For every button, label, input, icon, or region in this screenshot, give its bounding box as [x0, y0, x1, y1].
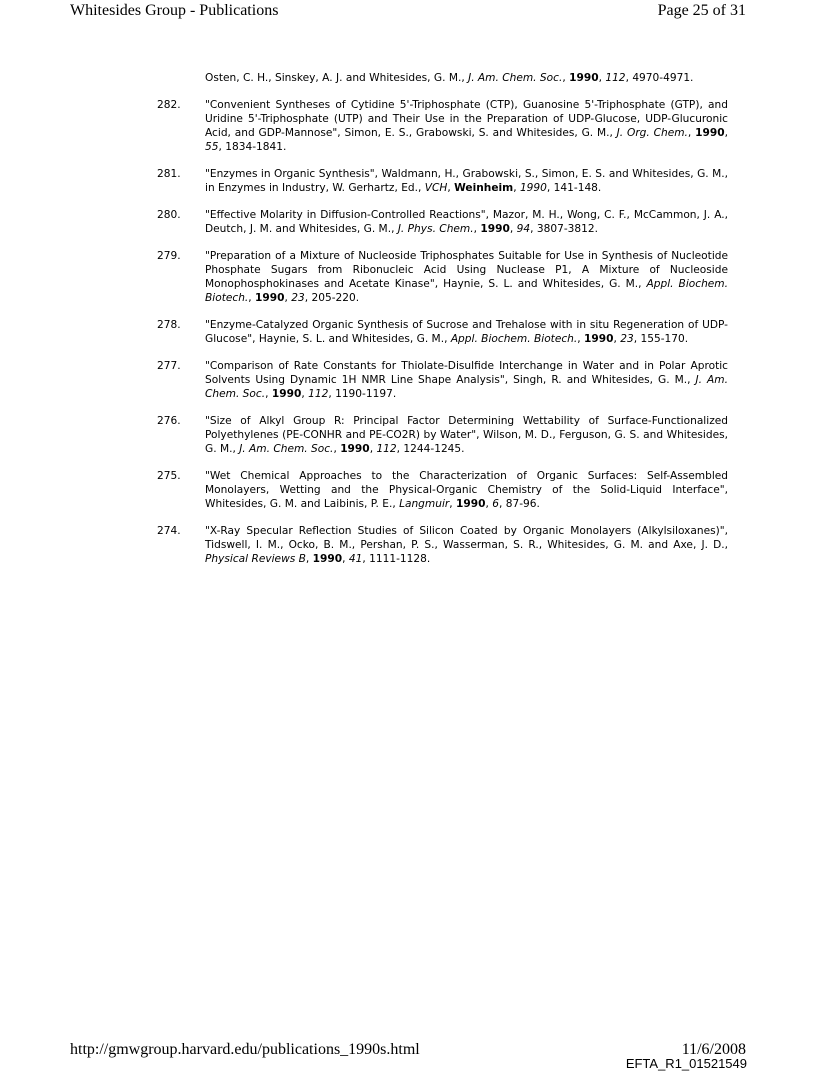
- ref-year: 1990: [569, 72, 599, 84]
- ref-text: "Comparison of Rate Constants for Thiolate-Disulfide Interchange in Water and in Polar Aprotic Solvents Using Dynamic 1H NMR Line Shape Analysis", Singh, R. and Whitesides, G. M.,: [205, 360, 728, 386]
- ref-pages: 3807-3812.: [536, 223, 598, 235]
- ref-volume: 94: [516, 223, 531, 235]
- reference-item: [0, 98, 816, 154]
- ref-text: "Effective Molarity in Diffusion-Controlled Reactions", Mazor, M. H., Wong, C. F., McCammon, J. A., Deutch, J. M. and Whitesides, G. M.,: [205, 209, 728, 235]
- ref-number: 278.: [157, 319, 181, 331]
- reference-item: [0, 318, 816, 346]
- ref-year: 1990: [695, 127, 725, 139]
- ref-number: 277.: [157, 360, 181, 372]
- ref-pages: 141-148.: [553, 182, 602, 194]
- reference-item: [0, 524, 816, 566]
- page-header-title: Whitesides Group - Publications: [70, 2, 279, 19]
- reference-list: [0, 98, 816, 579]
- ref-journal: J. Phys. Chem.: [397, 223, 474, 235]
- ref-text: "Convenient Syntheses of Cytidine 5'-Triphosphate (CTP), Guanosine 5'-Triphosphate (GTP), and Uridine 5'-Triphosphate (UTP) and Their Use in the Preparation of UDP-Glucose, UDP-Glucuronic Acid, and GDP-Mannose", Simon, E. S., Grabowski, S. and Whitesides, G. M.,: [205, 99, 728, 139]
- ref-year: 1990: [312, 553, 343, 565]
- ref-year: 1990: [480, 223, 510, 235]
- ref-volume: 23: [291, 292, 305, 304]
- ref-journal: Appl. Biochem. Biotech.: [205, 278, 728, 304]
- ref-pages: 205-220.: [311, 292, 360, 304]
- ref-volume: 41: [348, 553, 363, 565]
- ref-journal: Physical Reviews B: [205, 553, 306, 565]
- ref-pages: 87-96.: [505, 498, 540, 510]
- reference-item: [0, 167, 816, 195]
- ref-publisher: VCH: [424, 182, 448, 194]
- ref-volume: 6: [492, 498, 499, 510]
- ref-text: "X-Ray Specular Reflection Studies of Silicon Coated by Organic Monolayers (Alkylsiloxanes)", Tidswell, I. M., Ocko, B. M., Pershan, P. S., Wasserman, S. R., Whitesides, G. M. and Axe, J. D.,: [205, 525, 728, 551]
- ref-body: "Preparation of a Mixture of Nucleoside Triphosphates Suitable for Use in Synthesis of Nucleotide Phosphate Sugars from Ribonucleic Acid Using Nuclease P1, A Mixture of Nucleoside Monophosphokinases and Acetate Kinase", Haynie, S. L. and Whitesides, G. M., Appl. Biochem. Biotech., 1990, 23, 205-220.: [205, 250, 728, 304]
- ref-year: 1990: [584, 333, 614, 345]
- ref-volume: 55: [205, 141, 219, 153]
- document-id: EFTA_R1_01521549: [625, 1056, 747, 1071]
- ref-text: Osten, C. H., Sinskey, A. J. and Whitesides, G. M.,: [205, 72, 469, 84]
- ref-volume: 23: [620, 333, 634, 345]
- ref-year: 1990: [519, 182, 547, 194]
- ref-text: "Preparation of a Mixture of Nucleoside Triphosphates Suitable for Use in Synthesis of Nucleotide Phosphate Sugars from Ribonucleic Acid Using Nuclease P1, A Mixture of Nucleoside Monophosphokinases and Acetate Kinase", Haynie, S. L. and Whitesides, G. M.,: [205, 250, 728, 290]
- ref-number: 276.: [157, 415, 181, 427]
- continued-reference: Osten, C. H., Sinskey, A. J. and Whitesides, G. M., J. Am. Chem. Soc., 1990, 112, 4970-4971.: [205, 72, 694, 84]
- ref-body: "X-Ray Specular Reflection Studies of Silicon Coated by Organic Monolayers (Alkylsiloxanes)", Tidswell, I. M., Ocko, B. M., Pershan, P. S., Wasserman, S. R., Whitesides, G. M. and Axe, J. D., Physical Reviews B, 1990, 41, 1111-1128.: [205, 525, 728, 565]
- ref-pages: 1111-1128.: [369, 553, 431, 565]
- ref-body: "Effective Molarity in Diffusion-Controlled Reactions", Mazor, M. H., Wong, C. F., McCammon, J. A., Deutch, J. M. and Whitesides, G. M., J. Phys. Chem., 1990, 94, 3807-3812.: [205, 209, 728, 235]
- ref-body: "Enzyme-Catalyzed Organic Synthesis of Sucrose and Trehalose with in situ Regeneration of UDP-Glucose", Haynie, S. L. and Whitesides, G. M., Appl. Biochem. Biotech., 1990, 23, 155-170.: [205, 319, 728, 345]
- ref-pages: 4970-4971.: [632, 72, 694, 84]
- footer-url: http://gmwgroup.harvard.edu/publications_1990s.html: [70, 1041, 420, 1058]
- footer-date: 11/6/2008: [681, 1041, 746, 1058]
- ref-volume: 112: [605, 72, 626, 84]
- ref-body: "Convenient Syntheses of Cytidine 5'-Triphosphate (CTP), Guanosine 5'-Triphosphate (GTP), and Uridine 5'-Triphosphate (UTP) and Their Use in the Preparation of UDP-Glucose, UDP-Glucuronic Acid, and GDP-Mannose", Simon, E. S., Grabowski, S. and Whitesides, G. M., J. Org. Chem., 1990, 55, 1834-1841.: [205, 99, 728, 153]
- reference-item: [0, 249, 816, 305]
- ref-number: 280.: [157, 209, 181, 221]
- ref-text: "Enzymes in Organic Synthesis", Waldmann, H., Grabowski, S., Simon, E. S. and Whitesides, G. M., in Enzymes in Industry, W. Gerhartz, Ed.,: [205, 168, 728, 194]
- reference-item: [0, 359, 816, 401]
- reference-item: [0, 414, 816, 456]
- ref-body: "Comparison of Rate Constants for Thiolate-Disulfide Interchange in Water and in Polar Aprotic Solvents Using Dynamic 1H NMR Line Shape Analysis", Singh, R. and Whitesides, G. M., J. Am. Chem. Soc., 1990, 112, 1190-1197.: [205, 360, 728, 400]
- ref-number: 282.: [157, 99, 181, 111]
- ref-body: "Enzymes in Organic Synthesis", Waldmann, H., Grabowski, S., Simon, E. S. and Whitesides, G. M., in Enzymes in Industry, W. Gerhartz, Ed., VCH, Weinheim, 1990, 141-148.: [205, 168, 728, 194]
- ref-text: "Enzyme-Catalyzed Organic Synthesis of Sucrose and Trehalose with in situ Regeneration of UDP-Glucose", Haynie, S. L. and Whitesides, G. M.,: [205, 319, 728, 345]
- ref-number: 275.: [157, 470, 181, 482]
- ref-number: 279.: [157, 250, 181, 262]
- ref-journal: J. Org. Chem.: [616, 127, 688, 139]
- ref-volume: 112: [376, 443, 397, 455]
- ref-pages: 155-170.: [640, 333, 689, 345]
- ref-volume: 112: [308, 388, 329, 400]
- ref-text: "Size of Alkyl Group R: Principal Factor Determining Wettability of Surface-Functionalized Polyethylenes (PE-CONHR and PE-CO2R) by Water", Wilson, M. D., Ferguson, G. S. and Whitesides, G. M.,: [205, 415, 728, 455]
- ref-journal: J. Am. Chem. Soc.: [468, 72, 563, 84]
- ref-body: "Wet Chemical Approaches to the Characterization of Organic Surfaces: Self-Assembled Monolayers, Wetting and the Physical-Organic Chemistry of the Solid-Liquid Interface", Whitesides, G. M. and Laibinis, P. E., Langmuir, 1990, 6, 87-96.: [205, 470, 728, 510]
- ref-journal: Langmuir: [399, 498, 450, 510]
- ref-number: 281.: [157, 168, 181, 180]
- ref-text: "Wet Chemical Approaches to the Characterization of Organic Surfaces: Self-Assembled Monolayers, Wetting and the Physical-Organic Chemistry of the Solid-Liquid Interface", Whitesides, G. M. and Laibinis, P. E.,: [205, 470, 728, 510]
- ref-number: 274.: [157, 525, 181, 537]
- ref-city: Weinheim: [454, 182, 514, 194]
- ref-pages: 1244-1245.: [403, 443, 465, 455]
- ref-year: 1990: [340, 443, 370, 455]
- reference-item: [0, 469, 816, 511]
- reference-item: [0, 208, 816, 236]
- ref-year: 1990: [271, 388, 302, 400]
- page-number: Page 25 of 31: [657, 2, 746, 19]
- ref-year: 1990: [255, 292, 285, 304]
- ref-year: 1990: [456, 498, 486, 510]
- ref-journal: J. Am. Chem. Soc.: [239, 443, 334, 455]
- ref-pages: 1190-1197.: [335, 388, 397, 400]
- ref-journal: J. Am. Chem. Soc.: [205, 374, 728, 400]
- ref-body: "Size of Alkyl Group R: Principal Factor Determining Wettability of Surface-Functionalized Polyethylenes (PE-CONHR and PE-CO2R) by Water", Wilson, M. D., Ferguson, G. S. and Whitesides, G. M., J. Am. Chem. Soc., 1990, 112, 1244-1245.: [205, 415, 728, 455]
- ref-pages: 1834-1841.: [225, 141, 287, 153]
- ref-journal: Appl. Biochem. Biotech.: [450, 333, 578, 345]
